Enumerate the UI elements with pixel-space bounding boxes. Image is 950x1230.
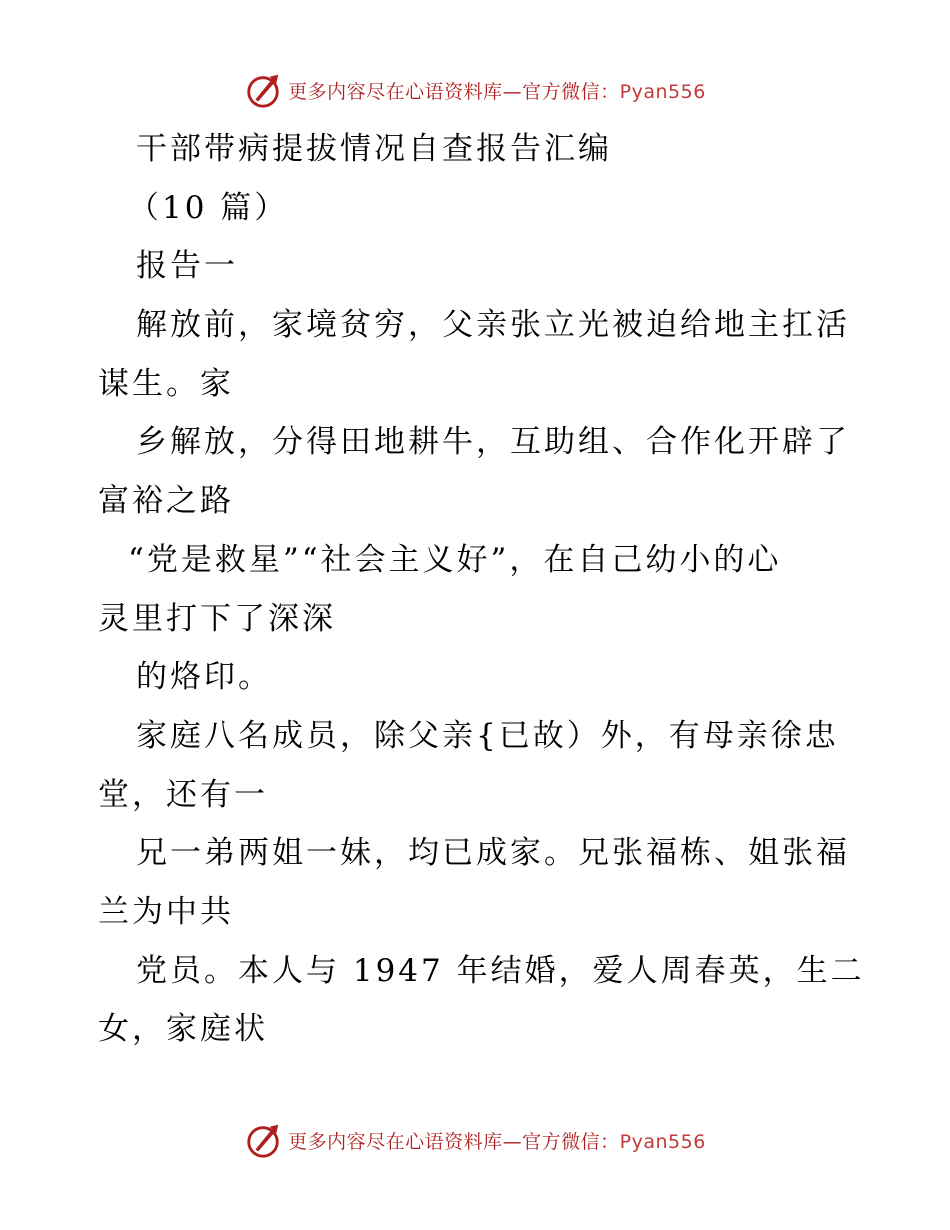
paragraph-line: 灵里打下了深深 [98,600,336,637]
wechat-id: Pyan556 [619,80,706,103]
document-title: 干部带病提拔情况自查报告汇编 [136,131,612,167]
paragraph-line: 乡解放，分得田地耕牛，互助组、合作化开辟了 [136,424,850,461]
wechat-id: Pyan556 [619,1130,706,1153]
paragraph-line: 党员。本人与 1947 年结婚，爱人周春英，生二 [136,952,865,989]
watermark-text: 更多内容尽在心语资料库—官方微信：Pyan556 [288,80,706,103]
footer-watermark [0,1120,950,1160]
header-watermark [0,70,950,110]
watermark-text: 更多内容尽在心语资料库—官方微信：Pyan556 [288,1130,706,1153]
paragraph-line: 解放前，家境贫穷，父亲张立光被迫给地主扛活 [136,307,850,344]
paragraph-line: 的烙印。 [136,659,272,696]
quill-logo-icon [244,71,282,109]
document-body [98,120,865,1059]
paragraph-line: 谋生。家 [98,365,234,402]
paragraph-line: 兄一弟两姐一妹，均已成家。兄张福栋、姐张福 [136,835,850,872]
document-subtitle: （10 篇） [128,189,289,226]
section-heading: 报告一 [136,248,238,285]
paragraph-line: 兰为中共 [98,893,234,930]
paragraph-line: “党是救星”“社会主义好”，在自己幼小的心 [128,541,782,578]
paragraph-line: 家庭八名成员，除父亲{已故）外，有母亲徐忠 [136,717,839,754]
paragraph-line: 富裕之路 [98,483,234,520]
paragraph-line: 堂，还有一 [98,776,268,813]
paragraph-line: 女，家庭状 [98,1011,268,1048]
quill-logo-icon [244,1121,282,1159]
